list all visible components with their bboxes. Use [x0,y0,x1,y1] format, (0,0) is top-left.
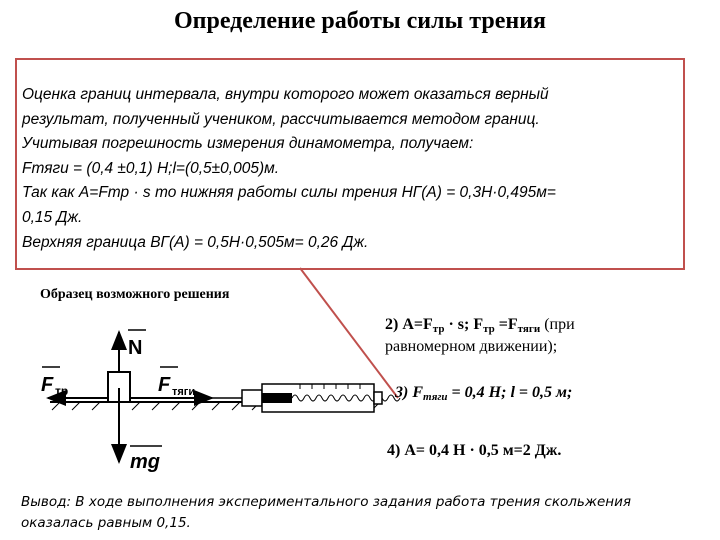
label-ftr: F [41,374,54,396]
item-3: 3) $F_{тяги} = 0,4$ Н; l = 0,5 м; [395,384,573,403]
label-ftyagi: F [158,374,171,396]
dynamometer [242,384,400,412]
pointer-line [300,268,398,398]
box-line: Так как А=Fтр · s то нижняя работы силы трения НГ(А) = 0,3Н·0,495м= [22,184,556,202]
box-line: результат, полученный учеником, рассчитывается методом границ. [22,110,540,128]
conclusion-line: оказалась равным 0,15. [21,515,191,531]
label-ftr-sub: тр [55,384,69,398]
box-line: Верхняя граница ВГ(А) = 0,5Н·0,505м= 0,26 Дж. [22,233,369,251]
box-line: 0,15 Дж. [22,208,83,226]
label-n: N [128,337,143,359]
item-4: 4) А= 0,4 Н · 0,5 м=2 Дж. [387,442,562,459]
box-line: Fтяги = (0,4 ±0,1) Н;l=(0,5±0,005)м. [22,159,280,177]
item-2-line2: равномерном движении); [385,338,558,355]
conclusion-line: Вывод: В ходе выполнения экспериментального задания работа трения скольжения [21,494,632,510]
label-ftyagi-sub: тяги [172,386,196,398]
box-line: Оценка границ интервала, внутри которого может оказаться верный [22,86,549,103]
item-2: 2) $А=F_{тр} \cdot s$; $F_{тр} =F_{тяги}$ (при [385,316,575,335]
sample-solution-label: Образец возможного решения [40,287,230,302]
box-line: Учитывая погрешность измерения динамометра, получаем: [22,135,474,153]
conclusion [21,492,711,534]
label-mg: mg [130,451,160,473]
page-title: Определение работы силы трения [173,8,547,34]
